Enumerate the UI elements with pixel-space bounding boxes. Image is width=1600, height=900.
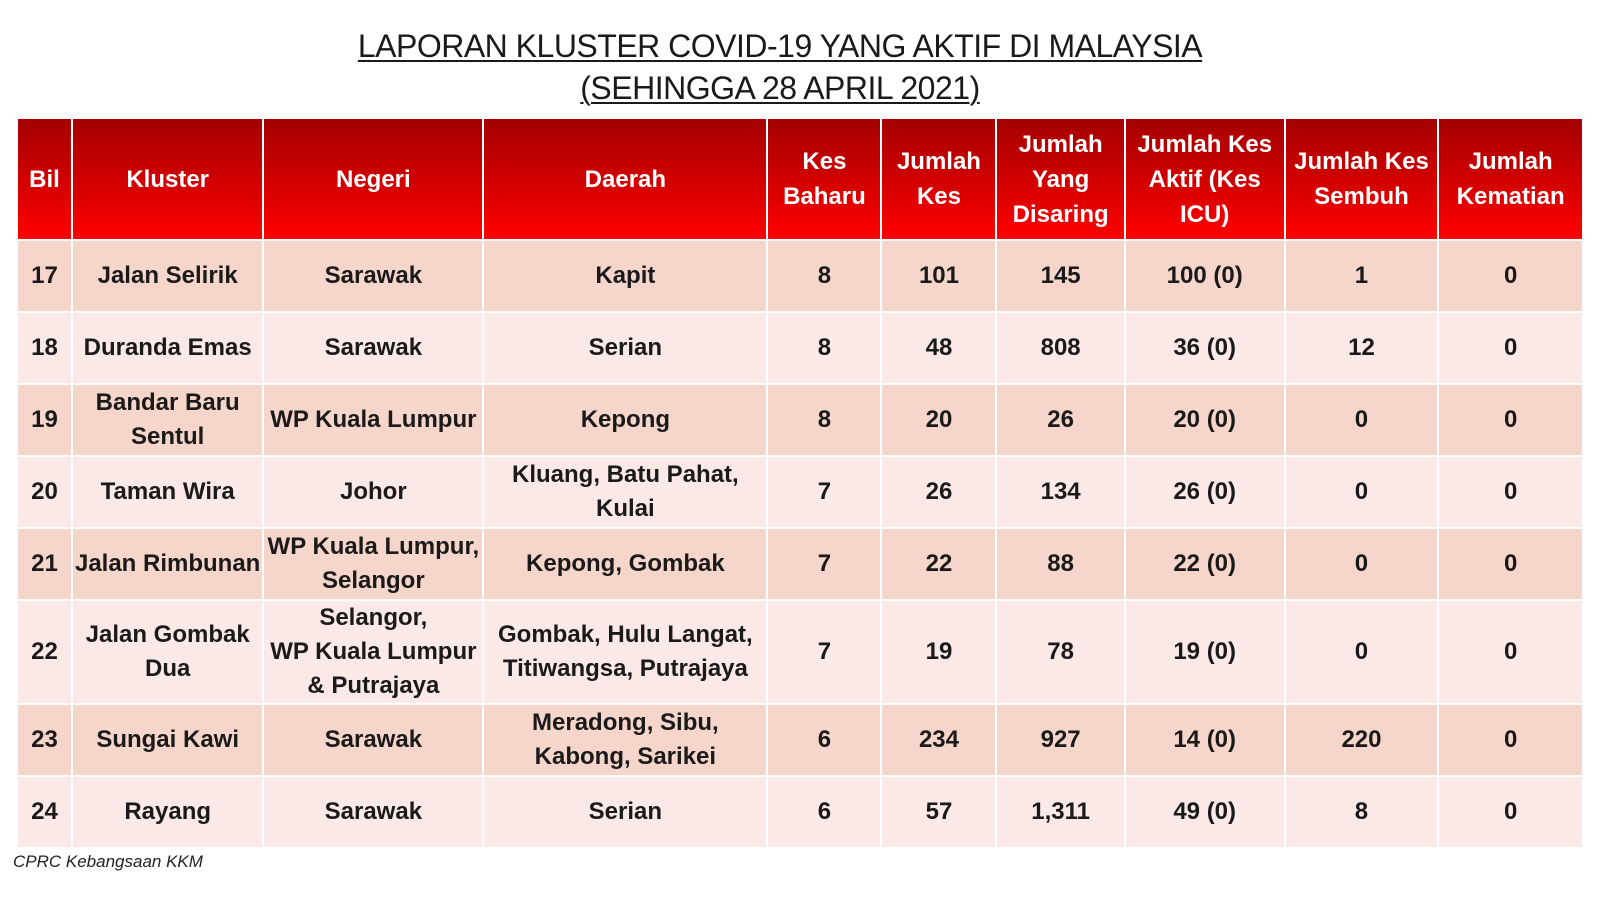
header-kematian: Jumlah Kematian <box>1439 119 1582 239</box>
cell-kes-aktif: 36 (0) <box>1126 313 1284 383</box>
cell-kes-sembuh: 0 <box>1286 529 1438 599</box>
cell-jumlah-kes: 19 <box>882 601 995 703</box>
cell-jumlah-disaring: 88 <box>997 529 1123 599</box>
cell-daerah: Meradong, Sibu, Kabong, Sarikei <box>484 705 766 775</box>
cell-kes-baharu: 8 <box>768 385 880 455</box>
cell-bil: 18 <box>18 313 71 383</box>
table-row <box>18 457 1582 527</box>
cell-bil: 23 <box>18 705 71 775</box>
cell-kematian: 0 <box>1439 385 1582 455</box>
cell-bil: 21 <box>18 529 71 599</box>
cell-jumlah-kes: 20 <box>882 385 995 455</box>
cell-kluster: Bandar Baru Sentul <box>73 385 262 455</box>
cluster-table <box>16 117 1584 849</box>
cell-jumlah-disaring: 145 <box>997 241 1123 311</box>
cell-negeri: Sarawak <box>264 705 482 775</box>
cell-kluster: Duranda Emas <box>73 313 262 383</box>
table-row <box>18 241 1582 311</box>
cell-daerah: Serian <box>484 777 766 847</box>
cell-negeri: Johor <box>264 457 482 527</box>
cell-kematian: 0 <box>1439 457 1582 527</box>
header-kluster: Kluster <box>73 119 262 239</box>
cell-kluster: Jalan Rimbunan <box>73 529 262 599</box>
cell-kes-sembuh: 0 <box>1286 601 1438 703</box>
cell-kes-aktif: 26 (0) <box>1126 457 1284 527</box>
cell-kes-sembuh: 12 <box>1286 313 1438 383</box>
cell-daerah: Kapit <box>484 241 766 311</box>
cell-negeri: Sarawak <box>264 777 482 847</box>
header-daerah: Daerah <box>484 119 766 239</box>
cell-kes-aktif: 49 (0) <box>1126 777 1284 847</box>
table-header-row <box>18 119 1582 239</box>
cell-kes-baharu: 8 <box>768 313 880 383</box>
table-row <box>18 601 1582 703</box>
cell-jumlah-kes: 57 <box>882 777 995 847</box>
cell-jumlah-disaring: 808 <box>997 313 1123 383</box>
cell-kes-baharu: 7 <box>768 601 880 703</box>
cell-kematian: 0 <box>1439 777 1582 847</box>
cell-kes-baharu: 6 <box>768 777 880 847</box>
cell-kes-sembuh: 220 <box>1286 705 1438 775</box>
cell-jumlah-kes: 26 <box>882 457 995 527</box>
report-title-line-1: LAPORAN KLUSTER COVID-19 YANG AKTIF DI MALAYSIA <box>357 28 1203 64</box>
report-title-line-2: (SEHINGGA 28 APRIL 2021) <box>580 70 980 106</box>
cell-kes-aktif: 100 (0) <box>1126 241 1284 311</box>
cell-daerah: Kepong, Gombak <box>484 529 766 599</box>
cell-kes-sembuh: 8 <box>1286 777 1438 847</box>
cell-kluster: Sungai Kawi <box>73 705 262 775</box>
cell-kluster: Jalan Selirik <box>73 241 262 311</box>
cell-kes-baharu: 7 <box>768 457 880 527</box>
cell-daerah: Kluang, Batu Pahat, Kulai <box>484 457 766 527</box>
table-row <box>18 385 1582 455</box>
header-jumlah-disaring: Jumlah Yang Disaring <box>997 119 1123 239</box>
cell-kematian: 0 <box>1439 241 1582 311</box>
cell-negeri: Selangor, WP Kuala Lumpur & Putrajaya <box>264 601 482 703</box>
cell-kes-aktif: 22 (0) <box>1126 529 1284 599</box>
cell-kematian: 0 <box>1439 529 1582 599</box>
cell-kes-aktif: 14 (0) <box>1126 705 1284 775</box>
cell-jumlah-kes: 22 <box>882 529 995 599</box>
cell-kematian: 0 <box>1439 601 1582 703</box>
cell-kes-sembuh: 1 <box>1286 241 1438 311</box>
cell-kes-aktif: 19 (0) <box>1126 601 1284 703</box>
cell-kes-baharu: 8 <box>768 241 880 311</box>
cell-negeri: Sarawak <box>264 241 482 311</box>
cell-kluster: Taman Wira <box>73 457 262 527</box>
table-row <box>18 777 1582 847</box>
cell-kes-baharu: 6 <box>768 705 880 775</box>
table-row <box>18 705 1582 775</box>
header-kes-baharu: Kes Baharu <box>768 119 880 239</box>
cell-kes-aktif: 20 (0) <box>1126 385 1284 455</box>
table-row <box>18 313 1582 383</box>
cell-kematian: 0 <box>1439 313 1582 383</box>
cell-jumlah-kes: 48 <box>882 313 995 383</box>
cell-bil: 22 <box>18 601 71 703</box>
cell-bil: 24 <box>18 777 71 847</box>
cell-kematian: 0 <box>1439 705 1582 775</box>
cell-kes-sembuh: 0 <box>1286 457 1438 527</box>
cell-kluster: Rayang <box>73 777 262 847</box>
cell-daerah: Serian <box>484 313 766 383</box>
header-negeri: Negeri <box>264 119 482 239</box>
cell-jumlah-disaring: 1,311 <box>997 777 1123 847</box>
cell-bil: 20 <box>18 457 71 527</box>
cell-negeri: WP Kuala Lumpur, Selangor <box>264 529 482 599</box>
cell-kes-baharu: 7 <box>768 529 880 599</box>
header-bil: Bil <box>18 119 71 239</box>
cell-jumlah-kes: 101 <box>882 241 995 311</box>
header-kes-sembuh: Jumlah Kes Sembuh <box>1286 119 1438 239</box>
table-row <box>18 529 1582 599</box>
cell-bil: 17 <box>18 241 71 311</box>
cell-jumlah-disaring: 26 <box>997 385 1123 455</box>
cell-kluster: Jalan Gombak Dua <box>73 601 262 703</box>
cell-negeri: Sarawak <box>264 313 482 383</box>
header-jumlah-kes: Jumlah Kes <box>882 119 995 239</box>
cell-bil: 19 <box>18 385 71 455</box>
header-kes-aktif: Jumlah Kes Aktif (Kes ICU) <box>1126 119 1284 239</box>
cell-jumlah-disaring: 134 <box>997 457 1123 527</box>
cell-daerah: Kepong <box>484 385 766 455</box>
cell-jumlah-kes: 234 <box>882 705 995 775</box>
cell-kes-sembuh: 0 <box>1286 385 1438 455</box>
cell-jumlah-disaring: 927 <box>997 705 1123 775</box>
cell-jumlah-disaring: 78 <box>997 601 1123 703</box>
cell-negeri: WP Kuala Lumpur <box>264 385 482 455</box>
cell-daerah: Gombak, Hulu Langat, Titiwangsa, Putrajaya <box>484 601 766 703</box>
source-footnote: CPRC Kebangsaan KKM <box>13 852 203 871</box>
